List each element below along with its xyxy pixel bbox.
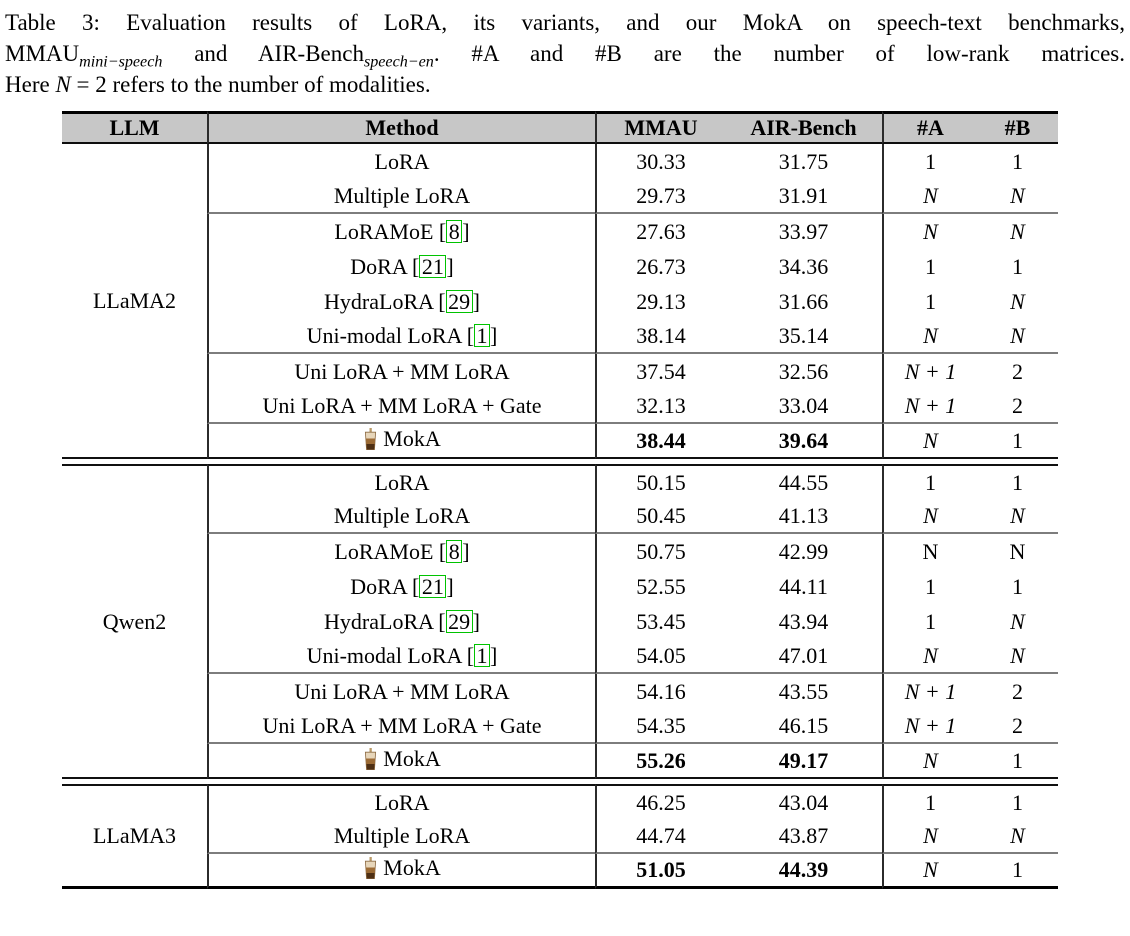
- method-cell: Uni LoRA + MM LoRA: [207, 674, 595, 709]
- subscript-speech-en: speech−en: [363, 53, 434, 71]
- caption-line-3: [5, 69, 1125, 100]
- mmau-value: 29.13: [595, 284, 725, 319]
- num-b-value: 2: [1012, 678, 1023, 704]
- mmau-value: 54.35: [595, 709, 725, 744]
- method-cell: LoRAMoE [ 8 ]: [207, 214, 595, 249]
- citation-bracket: [: [438, 218, 447, 244]
- num-b-value: N: [977, 319, 1058, 354]
- method-cell: Multiple LoRA: [207, 499, 595, 534]
- mmau-value: 51.05: [595, 854, 725, 889]
- table-row: [62, 819, 1058, 854]
- num-b-value: 2: [977, 709, 1058, 744]
- num-b-value: 1: [977, 784, 1058, 819]
- num-b-value: 1: [1012, 148, 1023, 174]
- citation-bracket: [: [412, 253, 420, 279]
- air-bench-value: 31.66: [778, 288, 829, 314]
- citation-bracket: ]: [490, 642, 498, 668]
- method-cell: DoRA [ 21 ]: [207, 569, 595, 604]
- num-a-value: N: [882, 424, 977, 459]
- mmau-value: 38.14: [595, 319, 725, 354]
- table-row: [62, 744, 1058, 779]
- air-bench-value: 44.11: [779, 573, 828, 599]
- citation-link[interactable]: 8: [446, 540, 462, 563]
- method-cell: Multiple LoRA: [207, 819, 595, 854]
- mmau-value: 29.73: [595, 179, 725, 214]
- header-mmau: MMAU: [595, 111, 725, 144]
- air-bench-value: 33.97: [778, 218, 829, 244]
- air-bench-value: 43.55: [778, 678, 829, 704]
- num-a-value: 1: [882, 784, 977, 819]
- citation-link[interactable]: 21: [419, 255, 446, 278]
- citation-bracket: ]: [462, 538, 470, 564]
- header-row: [62, 111, 1058, 144]
- citation-bracket: [: [466, 322, 475, 348]
- bubble-tea-icon: [363, 748, 378, 776]
- num-b-value: 1: [977, 854, 1058, 889]
- num-b-value: N: [977, 179, 1058, 214]
- header-air-bench: AIR-Bench: [725, 111, 882, 144]
- table-row: [62, 784, 1058, 819]
- table-row: [62, 284, 1058, 319]
- method-cell: MokA: [207, 854, 595, 889]
- num-a-value: 1: [882, 284, 977, 319]
- table-row: [62, 179, 1058, 214]
- mmau-value: 54.05: [595, 639, 725, 674]
- method-cell: HydraLoRA [ 29 ]: [207, 284, 595, 319]
- citation-bracket: [: [438, 608, 446, 634]
- llm-cell: LLaMA3: [62, 784, 207, 889]
- mmau-value: 30.33: [595, 144, 725, 179]
- method-cell: Uni-modal LoRA [ 1 ]: [207, 639, 595, 674]
- num-b-value: 2: [1012, 358, 1023, 384]
- num-a-value: N: [882, 534, 977, 569]
- num-a-value: N + 1: [882, 354, 977, 389]
- bubble-tea-icon: [363, 857, 378, 885]
- num-b-value: N: [1010, 218, 1025, 244]
- air-bench-value: 31.91: [725, 179, 882, 214]
- mmau-value: 55.26: [595, 744, 725, 779]
- air-bench-value: 43.04: [725, 784, 882, 819]
- citation-link[interactable]: 1: [474, 324, 490, 347]
- citation-bracket: ]: [490, 322, 498, 348]
- table-row: [62, 709, 1058, 744]
- air-bench-value: 43.87: [725, 819, 882, 854]
- method-cell: DoRA [ 21 ]: [207, 249, 595, 284]
- caption-text: Table 3: Evaluation results of LoRA, its variants, and our MokA on speech-text benchmarks,: [5, 10, 1125, 35]
- air-bench-value: 32.56: [778, 358, 829, 384]
- num-b-value: N: [977, 819, 1058, 854]
- method-cell: HydraLoRA [ 29 ]: [207, 604, 595, 639]
- method-cell: Uni-modal LoRA [ 1 ]: [207, 319, 595, 354]
- table-row: [62, 389, 1058, 424]
- num-a-value: N + 1: [882, 389, 977, 424]
- method-cell: LoRA: [207, 464, 595, 499]
- method-cell: Multiple LoRA: [207, 179, 595, 214]
- method-cell: LoRA: [207, 784, 595, 819]
- table-row: [62, 534, 1058, 569]
- num-b-value: 1: [1012, 253, 1023, 279]
- mmau-value: 27.63: [595, 214, 725, 249]
- citation-link[interactable]: 8: [446, 220, 462, 243]
- method-cell: Uni LoRA + MM LoRA + Gate: [207, 389, 595, 424]
- caption-line-2: [5, 38, 1125, 69]
- citation-bracket: ]: [472, 608, 480, 634]
- air-bench-value: 43.94: [778, 608, 829, 634]
- num-a-value: N + 1: [882, 674, 977, 709]
- llm-cell: LLaMA2: [62, 144, 207, 459]
- air-bench-value: 46.15: [725, 709, 882, 744]
- mmau-value: 50.45: [595, 499, 725, 534]
- caption-text: MMAU: [5, 41, 80, 66]
- num-a-value: N: [882, 214, 977, 249]
- method-cell: LoRA: [207, 144, 595, 179]
- table-row: [62, 249, 1058, 284]
- air-bench-value: 33.04: [725, 389, 882, 424]
- mmau-value: 37.54: [595, 354, 725, 389]
- table-row: [62, 674, 1058, 709]
- method-cell: LoRAMoE [ 8 ]: [207, 534, 595, 569]
- caption-text: Here: [5, 72, 50, 97]
- num-a-value: 1: [882, 464, 977, 499]
- math-n: N: [55, 72, 71, 97]
- air-bench-value: 44.55: [725, 464, 882, 499]
- method-cell: MokA: [207, 744, 595, 779]
- num-a-value: 1: [882, 604, 977, 639]
- num-a-value: N: [882, 179, 977, 214]
- mmau-value: 50.15: [595, 464, 725, 499]
- citation-bracket: ]: [462, 218, 470, 244]
- citation-bracket: [: [438, 538, 447, 564]
- air-bench-value: 39.64: [725, 424, 882, 459]
- caption-text: . #A and #B are the number of low-rank matrices.: [433, 41, 1126, 66]
- mmau-value: 26.73: [595, 249, 725, 284]
- mmau-value: 38.44: [595, 424, 725, 459]
- table-row: [62, 639, 1058, 674]
- caption-text: and AIR-Bench: [194, 41, 364, 66]
- air-bench-value: 34.36: [778, 253, 829, 279]
- citation-bracket: [: [412, 573, 420, 599]
- results-table: [62, 111, 1058, 889]
- table-row: [62, 319, 1058, 354]
- num-a-value: N: [882, 639, 977, 674]
- num-b-value: N: [1009, 538, 1026, 564]
- mmau-value: 54.16: [595, 674, 725, 709]
- air-bench-value: 44.39: [725, 854, 882, 889]
- num-a-value: N: [882, 744, 977, 779]
- citation-bracket: ]: [446, 253, 454, 279]
- table-row: [62, 214, 1058, 249]
- table-row: [62, 424, 1058, 459]
- num-b-value: 1: [1012, 573, 1023, 599]
- citation-bracket: [: [438, 288, 446, 314]
- air-bench-value: 42.99: [778, 538, 829, 564]
- air-bench-value: 49.17: [725, 744, 882, 779]
- air-bench-value: 47.01: [725, 639, 882, 674]
- mmau-value: 32.13: [595, 389, 725, 424]
- num-b-value: N: [1010, 608, 1025, 634]
- llm-cell: Qwen2: [62, 464, 207, 779]
- num-b-value: N: [977, 639, 1058, 674]
- num-a-value: N: [882, 319, 977, 354]
- num-a-value: N: [882, 854, 977, 889]
- method-cell: MokA: [207, 424, 595, 459]
- table-row: [62, 854, 1058, 889]
- citation-link[interactable]: 29: [446, 610, 473, 633]
- table-row: [62, 144, 1058, 179]
- bubble-tea-icon: [363, 428, 378, 456]
- method-cell: Uni LoRA + MM LoRA: [207, 354, 595, 389]
- method-cell: Uni LoRA + MM LoRA + Gate: [207, 709, 595, 744]
- subscript-mini-speech: mini−speech: [79, 53, 163, 71]
- num-a-value: N: [882, 499, 977, 534]
- air-bench-value: 31.75: [778, 148, 829, 174]
- num-b-value: N: [1010, 288, 1025, 314]
- table-row: [62, 354, 1058, 389]
- num-b-value: 1: [977, 464, 1058, 499]
- caption-line-1: [5, 7, 1125, 38]
- air-bench-value: 35.14: [725, 319, 882, 354]
- num-a-value: N: [882, 819, 977, 854]
- table-row: [62, 569, 1058, 604]
- num-a-value: 1: [882, 249, 977, 284]
- citation-link[interactable]: 21: [419, 575, 446, 598]
- mmau-value: 53.45: [595, 604, 725, 639]
- table-row: [62, 499, 1058, 534]
- mmau-value: 50.75: [595, 534, 725, 569]
- header-method: Method: [207, 111, 595, 144]
- mmau-value: 46.25: [595, 784, 725, 819]
- citation-link[interactable]: 1: [474, 644, 490, 667]
- citation-bracket: ]: [446, 573, 454, 599]
- num-b-value: 1: [977, 744, 1058, 779]
- citation-link[interactable]: 29: [446, 290, 473, 313]
- table-caption: [5, 7, 1125, 100]
- citation-bracket: [: [466, 642, 475, 668]
- num-b-value: 1: [977, 424, 1058, 459]
- header-num-a: #A: [882, 111, 977, 144]
- mmau-value: 52.55: [595, 569, 725, 604]
- caption-text: = 2 refers to the number of modalities.: [76, 72, 431, 97]
- air-bench-value: 41.13: [725, 499, 882, 534]
- table-row: [62, 464, 1058, 499]
- citation-bracket: ]: [472, 288, 480, 314]
- num-a-value: 1: [882, 569, 977, 604]
- mmau-value: 44.74: [595, 819, 725, 854]
- num-b-value: 2: [977, 389, 1058, 424]
- header-num-b: #B: [977, 111, 1058, 144]
- num-a-value: 1: [882, 144, 977, 179]
- header-llm: LLM: [62, 111, 207, 144]
- num-a-value: N + 1: [882, 709, 977, 744]
- table-row: [62, 604, 1058, 639]
- num-b-value: N: [977, 499, 1058, 534]
